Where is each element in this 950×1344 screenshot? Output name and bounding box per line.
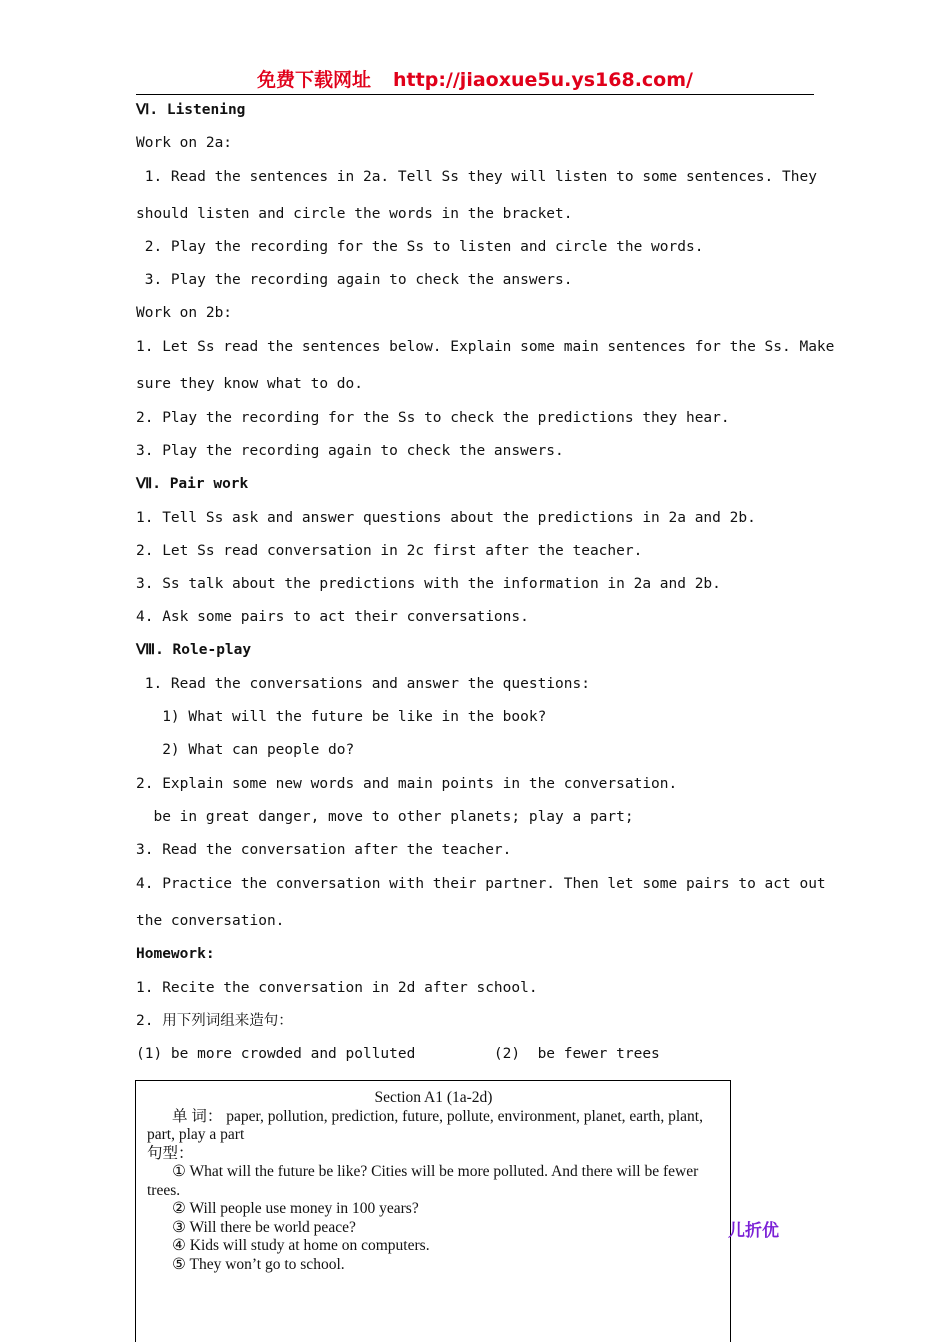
- text-line: 2. Play the recording for the Ss to check the predictions they hear.: [136, 410, 730, 426]
- header-url[interactable]: http://jiaoxue5u.ys168.com/: [393, 69, 693, 91]
- summary-vocab: 单 词： paper, pollution, prediction, future, pollute, environment, planet, earth, plant, part, play a part: [147, 1107, 703, 1143]
- section-title-homework: Homework:: [136, 946, 215, 962]
- text-line: 3. Ss talk about the predictions with the information in 2a and 2b.: [136, 576, 721, 592]
- section-title-listening: Ⅵ. Listening: [136, 102, 246, 118]
- text-line: Work on 2a:: [136, 135, 233, 151]
- side-note: 儿折优: [728, 1221, 779, 1241]
- text-line: 3. Play the recording again to check the answers.: [136, 272, 573, 288]
- summary-title: Section A1 (1a-2d): [374, 1089, 493, 1106]
- summary-sentence: ① What will the future be like? Cities will be more polluted. And there will be fewer trees.: [147, 1163, 699, 1199]
- text-line: 1. Read the sentences in 2a. Tell Ss they will listen to some sentences. They: [136, 169, 817, 185]
- text-line: the conversation.: [136, 913, 285, 929]
- summary-sentence: ⑤ They won’t go to school.: [172, 1255, 345, 1273]
- section-title-role-play: Ⅷ. Role-play: [136, 642, 252, 658]
- text-line: 3. Read the conversation after the teacher.: [136, 842, 512, 858]
- text-line: 1) What will the future be like in the book?: [136, 709, 547, 725]
- text-line: (1) be more crowded and polluted (2) be fewer trees: [136, 1046, 660, 1062]
- page-header: [136, 66, 814, 95]
- text-line: 2) What can people do?: [136, 742, 355, 758]
- text-line: 2. Play the recording for the Ss to listen and circle the words.: [136, 239, 704, 255]
- text-line: 2. Explain some new words and main points in the conversation.: [136, 776, 678, 792]
- text-line: should listen and circle the words in the bracket.: [136, 206, 573, 222]
- text-line: sure they know what to do.: [136, 376, 363, 392]
- text-line: be in great danger, move to other planets; play a part;: [136, 809, 634, 825]
- text-line: 2. 用下列词组来造句：: [136, 1013, 293, 1029]
- summary-sentence: ③ Will there be world peace?: [172, 1218, 356, 1236]
- summary-sentence: ④ Kids will study at home on computers.: [172, 1237, 430, 1254]
- text-line: 1. Recite the conversation in 2d after school.: [136, 980, 538, 996]
- text-line: 3. Play the recording again to check the answers.: [136, 443, 564, 459]
- text-line: 1. Read the conversations and answer the questions:: [136, 676, 590, 692]
- text-line: 4. Practice the conversation with their partner. Then let some pairs to act out: [136, 876, 826, 892]
- text-line: 4. Ask some pairs to act their conversations.: [136, 609, 529, 625]
- text-line: Work on 2b:: [136, 305, 233, 321]
- section-title-pair-work: Ⅶ. Pair work: [136, 476, 249, 492]
- text-line: 2. Let Ss read conversation in 2c first after the teacher.: [136, 543, 643, 559]
- summary-box: [135, 1080, 731, 1342]
- header-label: 免费下载网址: [257, 69, 372, 91]
- text-line: 1. Tell Ss ask and answer questions about the predictions in 2a and 2b.: [136, 510, 756, 526]
- text-line: 1. Let Ss read the sentences below. Explain some main sentences for the Ss. Make: [136, 339, 835, 355]
- summary-pattern-label: 句型：: [147, 1144, 194, 1162]
- summary-sentence: ② Will people use money in 100 years?: [172, 1200, 419, 1217]
